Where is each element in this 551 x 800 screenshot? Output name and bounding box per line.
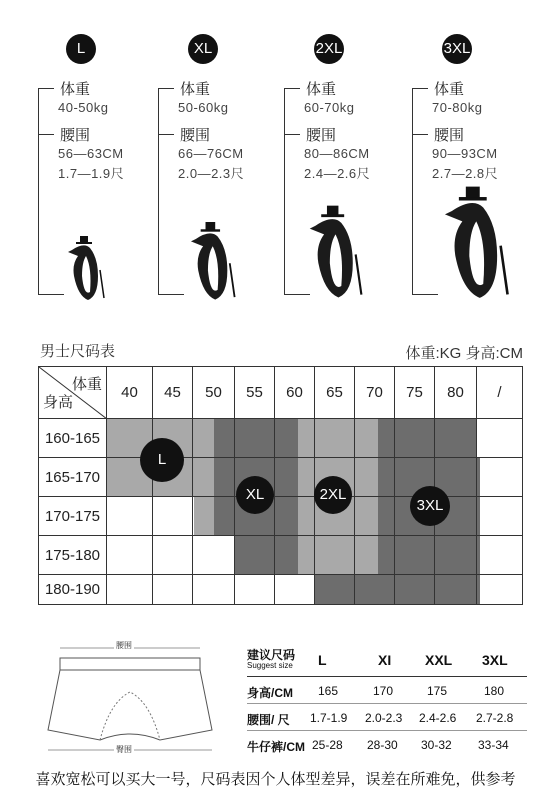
bracket-tick (38, 88, 54, 89)
suggest-col: L (318, 652, 327, 668)
waist-chi-value: 2.0—2.3尺 (178, 166, 245, 181)
bracket-line (158, 88, 159, 294)
bracket-tick (284, 88, 300, 89)
weight-col: 65 (315, 367, 355, 419)
corner-weight-label: 体重 (71, 376, 102, 393)
height-row (39, 497, 523, 536)
suggest-cell: 180 (484, 684, 505, 698)
hip-diagram-label: 臀围 (116, 745, 132, 754)
suggest-row-label: 腰围/ 尺 (247, 713, 290, 727)
weight-label: 体重 (60, 81, 91, 98)
suggest-row-label: 牛仔裤/CM (247, 740, 305, 754)
waist-label: 腰围 (60, 127, 91, 144)
waist-label: 腰围 (180, 127, 211, 144)
weight-col: 70 (355, 367, 395, 419)
waist-chi-value: 1.7—1.9尺 (58, 166, 125, 181)
height-row (39, 536, 523, 575)
size-circle-3xl: 3XL (410, 486, 450, 526)
suggest-row-label: 身高/CM (247, 686, 293, 700)
bracket-tick (38, 134, 54, 135)
suggest-cell: 165 (318, 684, 339, 698)
penguin-icon (186, 222, 242, 302)
suggest-col: XI (378, 652, 392, 668)
weight-col: 55 (235, 367, 275, 419)
waist-cm-value: 56—63CM (58, 146, 124, 161)
waist-chi-value: 2.7—2.8尺 (432, 166, 499, 181)
bracket-tick (158, 88, 174, 89)
weight-label: 体重 (434, 81, 465, 98)
suggest-col: XXL (425, 652, 453, 668)
bracket-tick (412, 294, 438, 295)
bracket-tick (158, 134, 174, 135)
size-circle-2xl: 2XL (314, 476, 352, 514)
height-row (39, 575, 523, 605)
suggest-cell: 170 (373, 684, 394, 698)
waist-label: 腰围 (434, 127, 465, 144)
suggest-cell: 2.0-2.3 (365, 711, 403, 725)
weight-value: 70-80kg (432, 100, 483, 115)
chart-units: 体重:KG 身高:CM (405, 345, 523, 362)
weight-col: 60 (275, 367, 315, 419)
suggest-cell: 2.7-2.8 (476, 711, 514, 725)
size-circle-l: L (140, 438, 184, 482)
size-badge-2xl: 2XL (314, 34, 344, 64)
waist-diagram-label: 腰围 (116, 641, 132, 650)
suggest-header-en: Suggest size (247, 661, 293, 670)
chart-header-row (39, 367, 523, 419)
size-badge-l: L (66, 34, 96, 64)
size-circle-xl: XL (236, 476, 274, 514)
divider (247, 676, 527, 677)
chart-title: 男士尺码表 (40, 343, 116, 360)
divider (247, 730, 527, 731)
suggest-cell: 33-34 (478, 738, 509, 752)
height-row (39, 458, 523, 497)
height-label: 175-180 (39, 536, 107, 575)
height-label: 160-165 (39, 419, 107, 458)
bracket-tick (412, 88, 428, 89)
bracket-line (412, 88, 413, 294)
footer-note: 喜欢宽松可以买大一号，尺码表因个人体型差异，误差在所难免，供参考 (35, 771, 516, 788)
waist-cm-value: 90—93CM (432, 146, 498, 161)
weight-value: 40-50kg (58, 100, 109, 115)
suggest-header-cn: 建议尺码 (247, 648, 296, 662)
weight-label: 体重 (180, 81, 211, 98)
corner-height-label: 身高 (43, 394, 74, 411)
weight-col: 75 (395, 367, 435, 419)
height-label: 180-190 (39, 575, 107, 605)
suggest-cell: 28-30 (367, 738, 398, 752)
suggest-cell: 30-32 (421, 738, 452, 752)
waist-chi-value: 2.4—2.6尺 (304, 166, 371, 181)
bracket-tick (284, 134, 300, 135)
weight-label: 体重 (306, 81, 337, 98)
chart-corner-cell (39, 367, 107, 419)
divider (247, 703, 527, 704)
size-badge-3xl: 3XL (442, 34, 472, 64)
waist-label: 腰围 (306, 127, 337, 144)
penguin-icon (64, 236, 110, 302)
size-badge-xl: XL (188, 34, 218, 64)
weight-col: 45 (153, 367, 193, 419)
height-row (39, 419, 523, 458)
bracket-line (284, 88, 285, 294)
bracket-tick (412, 134, 428, 135)
height-label: 165-170 (39, 458, 107, 497)
bracket-tick (158, 294, 184, 295)
waist-cm-value: 66—76CM (178, 146, 244, 161)
weight-col: 80 (435, 367, 477, 419)
weight-col: 50 (193, 367, 235, 419)
suggest-cell: 2.4-2.6 (419, 711, 457, 725)
height-label: 170-175 (39, 497, 107, 536)
waist-cm-value: 80—86CM (304, 146, 370, 161)
bracket-line (38, 88, 39, 294)
bracket-tick (38, 294, 64, 295)
suggest-col: 3XL (482, 652, 508, 668)
suggest-cell: 1.7-1.9 (310, 711, 348, 725)
suggest-cell: 175 (427, 684, 448, 698)
suggest-cell: 25-28 (312, 738, 343, 752)
weight-value: 50-60kg (178, 100, 229, 115)
weight-col: 40 (107, 367, 153, 419)
weight-value: 60-70kg (304, 100, 355, 115)
size-chart-table (38, 366, 523, 605)
weight-col-slash: / (477, 367, 523, 419)
penguin-icon (304, 204, 370, 302)
penguin-icon (438, 186, 518, 302)
